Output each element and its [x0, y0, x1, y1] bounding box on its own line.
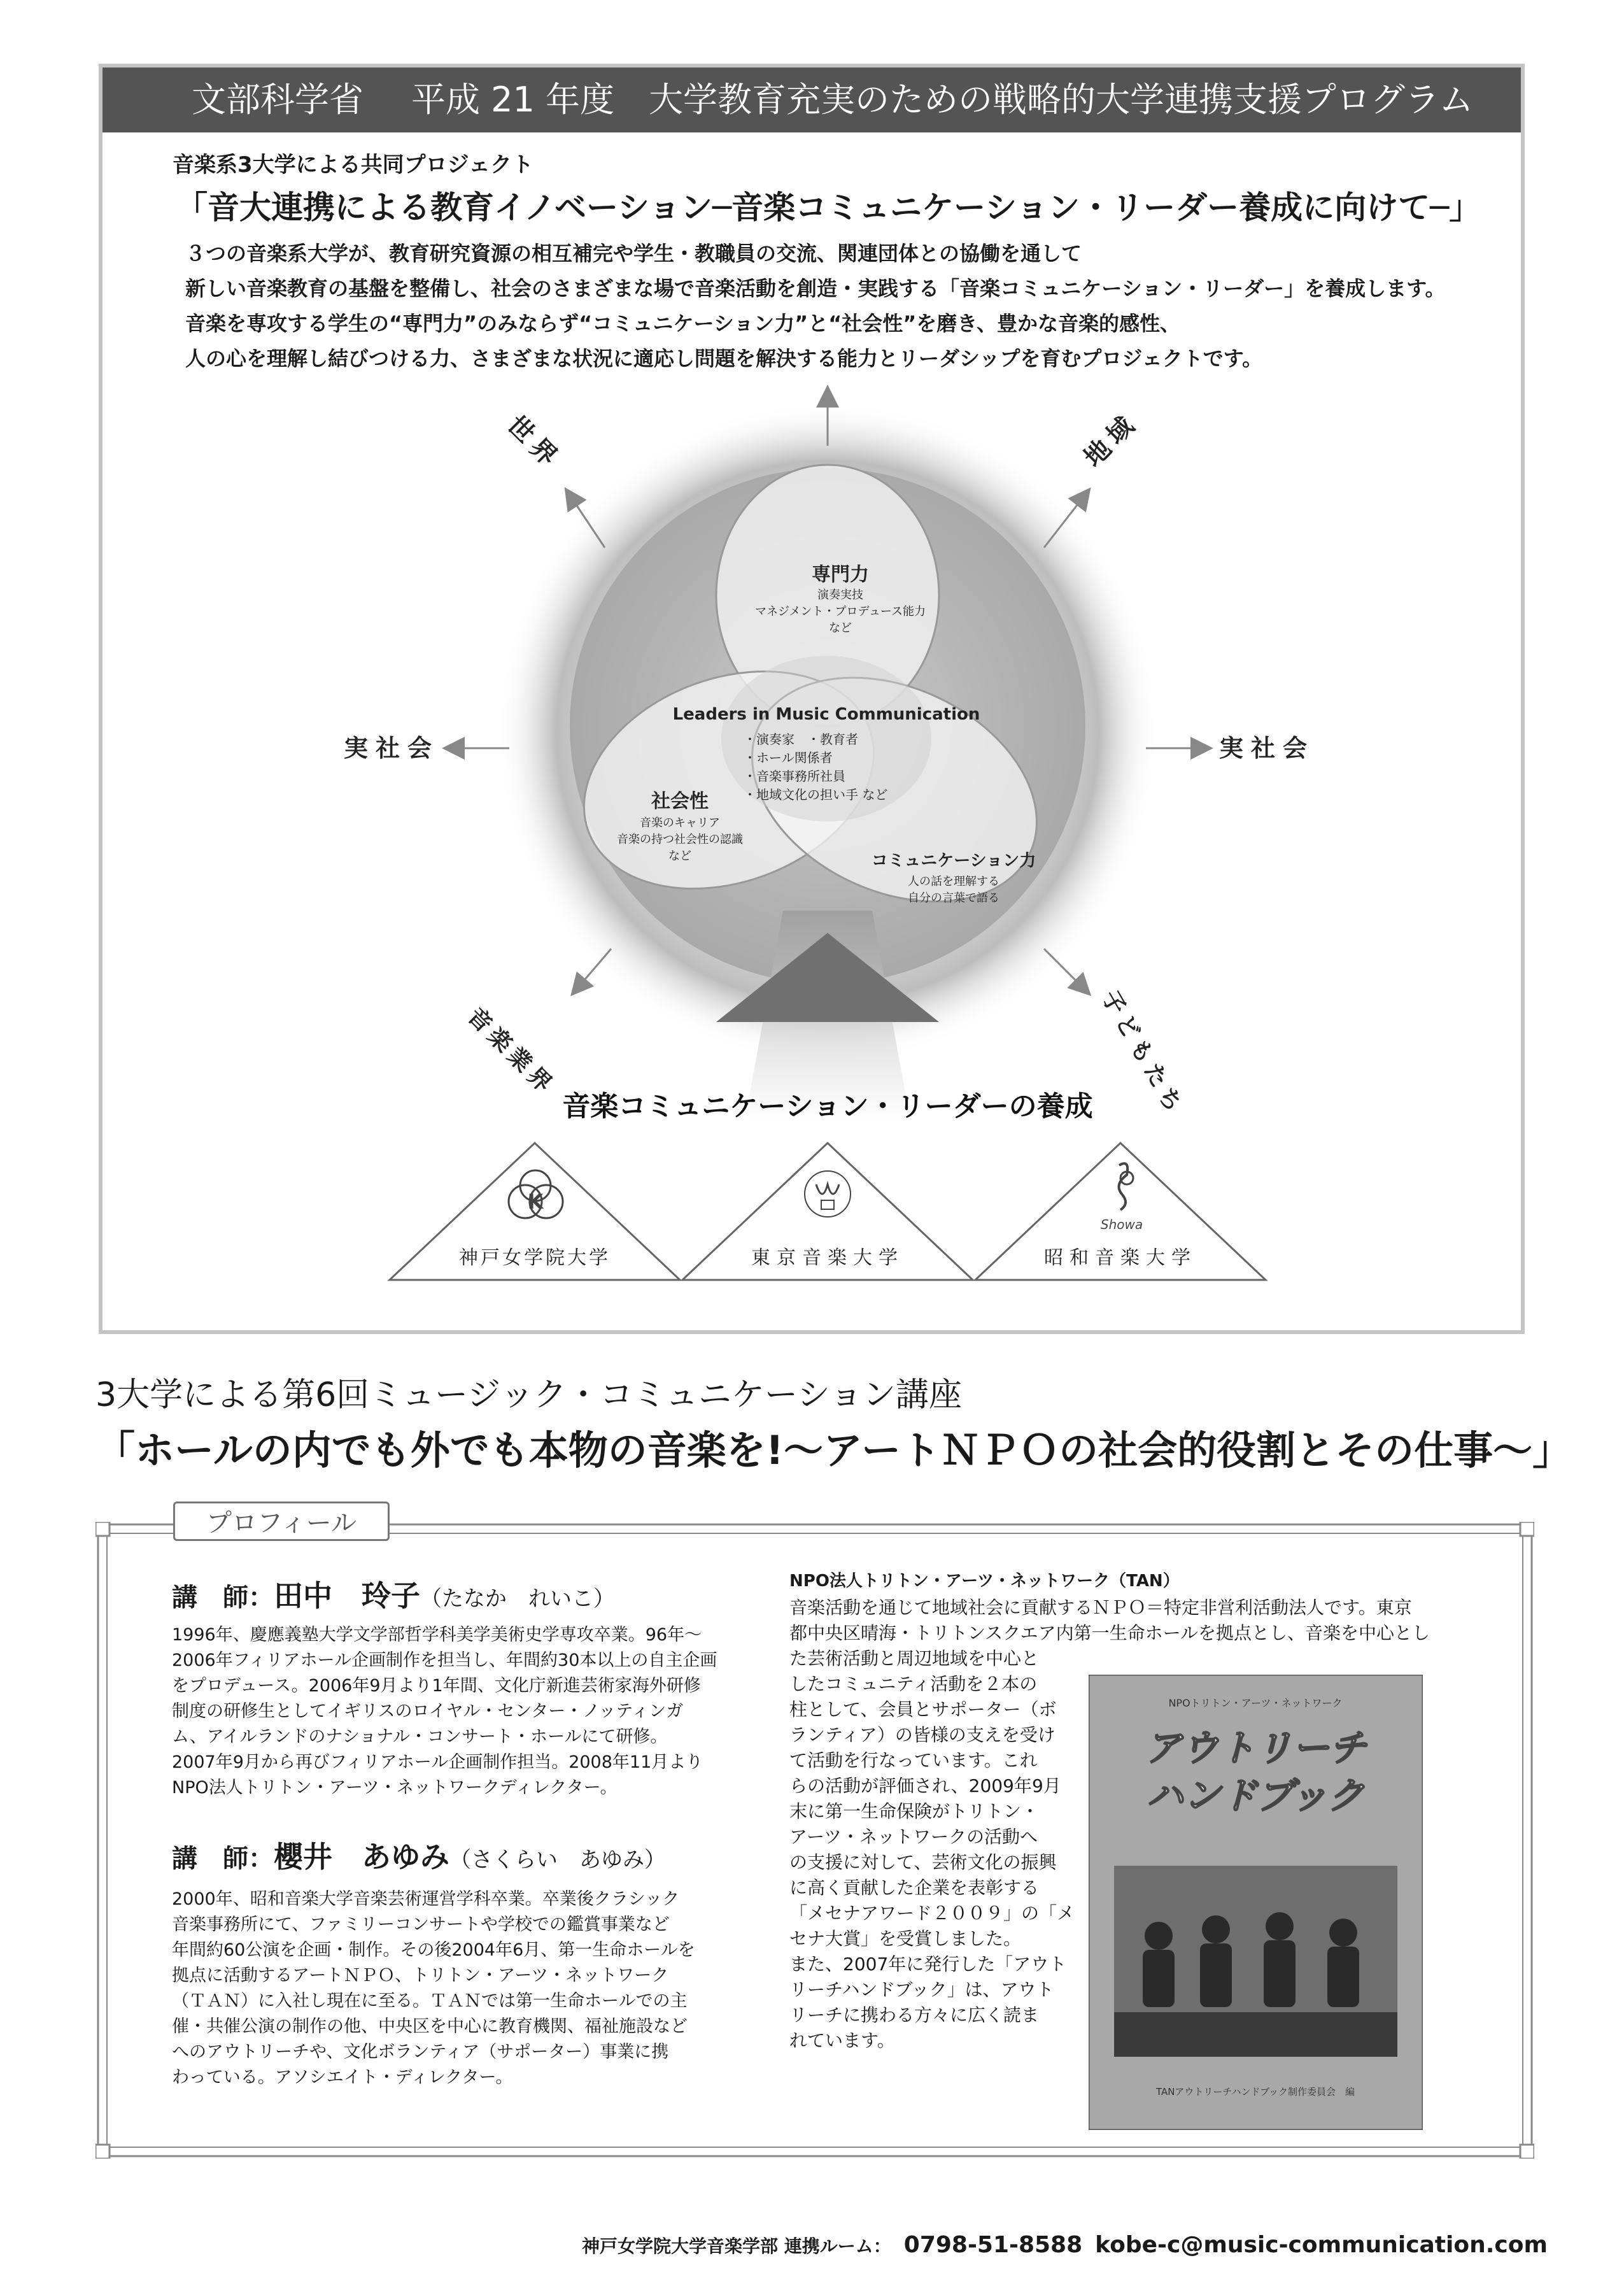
npo-line: セナ大賞」を受賞しました。	[789, 1928, 1022, 1949]
expertise-title: 専門力	[812, 564, 869, 586]
description-line: ３つの音楽系大学が、教育研究資源の相互補完や学生・教職員の交流、関連団体との協働を通して	[185, 241, 1082, 266]
bio-line: をプロデュース。2006年9月より1年間、文化庁新進芸術家海外研修	[172, 1676, 701, 1696]
sociality-item: 音楽の持つ社会性の認識	[617, 833, 743, 846]
label-children: 子どもたち	[1096, 986, 1189, 1121]
bio-line: わっている。アソシエイト・ディレクター。	[172, 2068, 513, 2087]
npo-title: NPO法人トリトン・アーツ・ネットワーク（TAN）	[789, 1572, 1180, 1591]
leaders-item: ・地域文化の担い手 など	[744, 787, 888, 802]
outreach-handbook-cover	[1089, 1675, 1423, 2130]
leaders-item: ・音楽事務所社員	[744, 769, 845, 784]
npo-line: に高く貢献した企業を表彰する	[789, 1877, 1040, 1898]
lecturer1-heading	[172, 1573, 615, 1615]
bio-line: 音楽事務所にて、ファミリーコンサートや学校での鑑賞事業など	[172, 1915, 670, 1935]
lecturer1-kana: （たなか れいこ）	[420, 1586, 615, 1612]
leaders-title: Leaders in Music Communication	[672, 705, 980, 724]
description-line: 新しい音楽教育の基盤を整備し、社会のさまざまな場で音楽活動を創造・実践する「音楽コミュニケーション・リーダー」を養成します。	[185, 276, 1446, 301]
lecturer1-name: 田中 玲子	[274, 1579, 420, 1613]
npo-line: また、2007年に発行した「アウト	[789, 1954, 1067, 1975]
npo-line: 柱として、会員とサポーター（ボ	[789, 1699, 1057, 1720]
book-title-line1: アウトリーチ	[1144, 1726, 1367, 1770]
bio-line: （ＴＡＮ）に入社し現在に至る。ＴＡＮでは第一生命ホールでの主	[172, 1991, 688, 2011]
lecture-title: 「ホールの内でも外でも本物の音楽を!〜アートＮＰＯの社会的役割とその仕事〜」	[95, 1427, 1572, 1473]
book-series-label: NPOトリトン・アーツ・ネットワーク	[1168, 1697, 1343, 1709]
bio-line: へのアウトリーチや、文化ボランティア（サポーター）事業に携	[172, 2042, 669, 2062]
bio-line: 年間約60公演を企画・制作。その後2004年6月、第一生命ホールを	[172, 1940, 695, 1960]
contact-email: kobe-c@music-communication.com	[1095, 2232, 1548, 2258]
lecturer1-role: 講 師：	[172, 1583, 274, 1612]
sociality-item: など	[668, 849, 691, 863]
leaders-item: ・演奏家 ・教育者	[744, 732, 858, 747]
npo-line: 音楽活動を通じて地域社会に貢献するＮＰＯ＝特定非営利活動法人です。東京	[789, 1597, 1412, 1618]
bio-line: 2000年、昭和音楽大学音楽芸術運営学科卒業。卒業後クラシック	[172, 1889, 680, 1909]
description-line: 人の心を理解し結びつける力、さまざまな状況に適応し問題を解決する能力とリーダシップを育むプロジェクトです。	[185, 346, 1263, 371]
npo-line: た芸術活動と周辺地域を中心と	[789, 1648, 1040, 1669]
book-footer-label: TANアウトリーチハンドブック制作委員会 編	[1155, 2086, 1355, 2098]
svg-text:K: K	[527, 1189, 544, 1214]
expertise-item: 演奏実技	[817, 588, 863, 602]
npo-line: 都中央区晴海・トリトンスクエア内第一生命ホールを拠点とし、音楽を中心とし	[789, 1622, 1430, 1644]
university-kobe: 神戸女学院大学	[459, 1247, 611, 1269]
bio-line: 制度の研修生としてイギリスのロイヤル・センター・ノッティンガ	[172, 1701, 684, 1721]
label-music-industry: 音楽業界	[462, 1003, 560, 1101]
contact-phone: 0798-51-8588	[903, 2232, 1083, 2258]
npo-line: 「メセナアワード２００９」の「メ	[789, 1903, 1075, 1924]
project-subtitle: 音楽系3大学による共同プロジェクト	[173, 152, 533, 178]
lecturer1-bio	[172, 1622, 719, 1801]
label-society-left: 実社会	[343, 734, 440, 762]
label-region: 地域	[1078, 407, 1145, 473]
bio-line: ム、アイルランドのナショナル・コンサート・ホールにて研修。	[172, 1727, 668, 1747]
lecturer2-role: 講 師：	[172, 1844, 274, 1873]
npo-line: リーチに携わる方々に広く読ま	[789, 2005, 1040, 2026]
bio-line: 拠点に活動するアートＮＰＯ、トリトン・アーツ・ネットワーク	[172, 1966, 669, 1985]
npo-line: ランティア）の皆様の支えを受け	[789, 1724, 1056, 1745]
bio-line: 催・共催公演の制作の他、中央区を中心に教育機関、福祉施設など	[172, 2017, 688, 2036]
project-title: 「音大連携による教育イノベーション─音楽コミュニケーション・リーダー養成に向けて─」	[176, 189, 1481, 226]
bio-line: 1996年、慶應義塾大学文学部哲学科美学美術史学専攻卒業。96年〜	[172, 1625, 702, 1645]
training-label: 音楽コミュニケーション・リーダーの養成	[562, 1090, 1093, 1123]
university-tokyo: 東京音楽大学	[751, 1247, 904, 1269]
leaders-item: ・ホール関係者	[744, 750, 833, 765]
expertise-item: など	[829, 621, 852, 635]
communication-item: 自分の言葉で語る	[908, 891, 999, 905]
description-line: 音楽を専攻する学生の“専門力”のみならず“コミュニケーション力”と“社会性”を磨き、豊かな音楽的感性、	[185, 311, 1180, 336]
npo-line: 末に第一生命保険がトリトン・	[789, 1801, 1040, 1822]
contact-room: 神戸女学院大学音楽学部 連携ルーム：	[582, 2236, 891, 2257]
bio-line: NPO法人トリトン・アーツ・ネットワークディレクター。	[172, 1778, 618, 1798]
ministry-name: 文部科学省	[192, 80, 364, 120]
npo-line: れています。	[789, 2030, 895, 2051]
npo-line: て活動を行なっています。これ	[789, 1750, 1038, 1771]
communication-title: コミュニケーション力	[871, 851, 1036, 870]
profile-tab: プロフィール	[173, 1502, 390, 1541]
npo-line: リーチハンドブック」は、アウト	[789, 1979, 1054, 2000]
bio-line: 2007年9月から再びフィリアホール企画制作担当。2008年11月より	[172, 1752, 703, 1772]
university-showa: 昭和音楽大学	[1044, 1247, 1197, 1269]
label-society-right: 実社会	[1218, 734, 1315, 762]
expertise-item: マネジメント・プロデュース能力	[754, 605, 926, 618]
lecturer2-name: 櫻井 あゆみ	[274, 1840, 449, 1874]
npo-line: したコミュニティ活動を２本の	[789, 1673, 1038, 1694]
showa-logo-text: Showa	[1100, 1217, 1143, 1232]
sociality-title: 社会性	[651, 790, 709, 813]
npo-line: らの活動が評価され、2009年9月	[789, 1775, 1061, 1796]
label-world: 世界	[501, 410, 567, 476]
lecturer2-bio	[172, 1887, 719, 2091]
bio-line: 2006年フィリアホール企画制作を担当し、年間約30本以上の自主企画	[172, 1651, 717, 1670]
program-name: 平成 21 年度 大学教育充実のための戦略的大学連携支援プログラム	[411, 80, 1474, 120]
lecturer2-heading	[172, 1834, 666, 1876]
npo-line: アーツ・ネットワークの活動へ	[789, 1826, 1038, 1847]
book-title-line2: ハンドブック	[1146, 1774, 1365, 1817]
communication-item: 人の話を理解する	[908, 875, 999, 888]
contact-footer	[582, 2232, 1548, 2258]
lecture-series: 3大学による第6回ミュージック・コミュニケーション講座	[95, 1376, 962, 1414]
npo-line: の支援に対して、芸術文化の振興	[789, 1852, 1057, 1873]
sociality-item: 音楽のキャリア	[640, 816, 720, 830]
lecturer2-kana: （さくらい あゆみ）	[449, 1847, 666, 1873]
